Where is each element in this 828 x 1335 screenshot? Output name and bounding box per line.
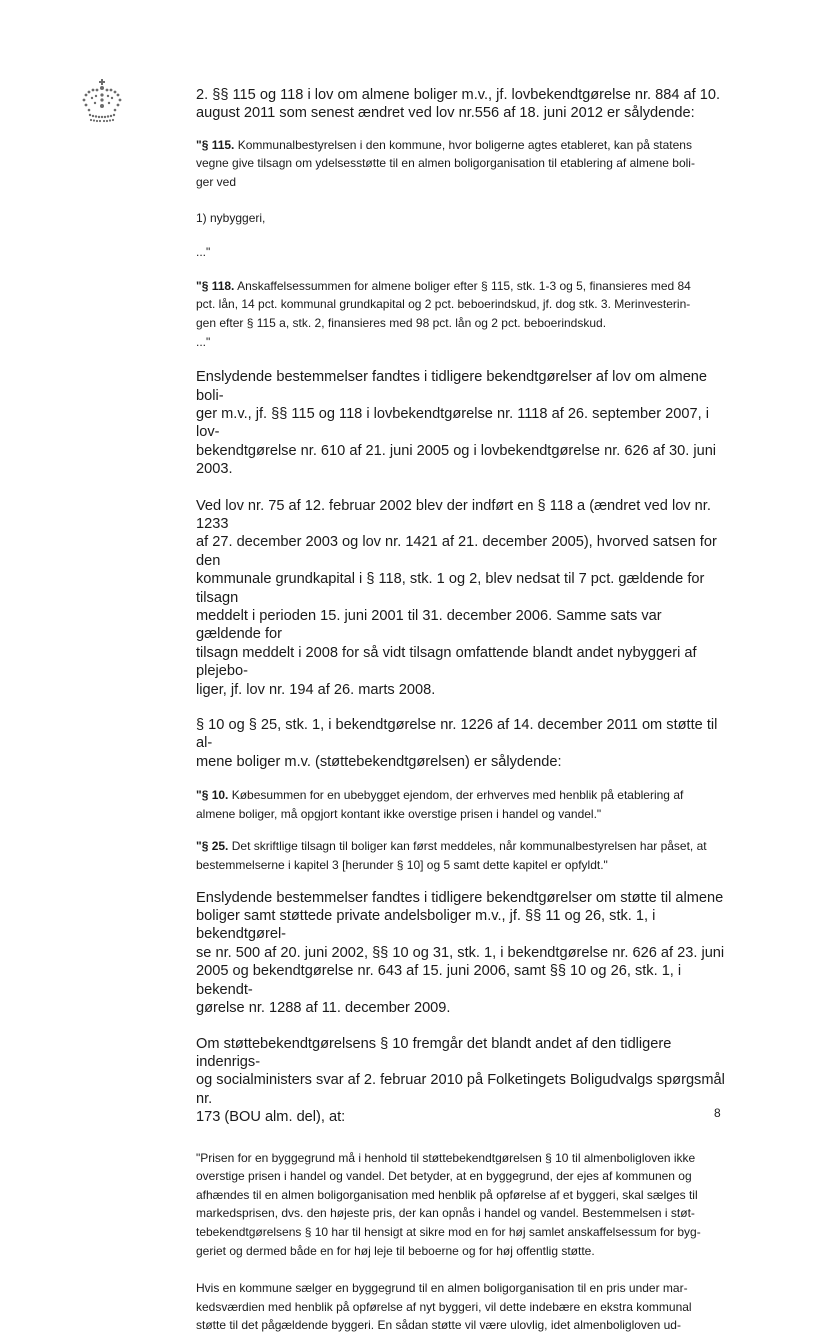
quote-list-item: 1) nybyggeri, (196, 210, 266, 225)
paragraph-law-reference: 2. §§ 115 og 118 i lov om almene boliger m.v., jf. lovbekendtgørelse nr. 884 af 10. august 2011 som senest ændret ved lov nr.556 af 18. juni 2012 er sålydende: (196, 87, 721, 122)
quote-municipal-sale: Hvis en kommune sælger en byggegrund til en almen boligorganisation til en pris under mar- kedsværdien med henblik på opførelse af nyt byggeri, vil dette indebære en ekstra kommunal støtte til det pågældende byggeri. En sådan støtte vil være ulovlig, idet almenboligloven ud- (196, 1281, 692, 1333)
quote-section-10: "§ 10. Købesummen for en ubebygget ejendom, der erhverves med henblik på etablering af almene boliger, må opgjort kontant ikke overstige prisen i handel og vandel." (196, 788, 684, 821)
paragraph-previous-orders: Enslydende bestemmelser fandtes i tidligere bekendtgørelser om støtte til almene boliger samt støttede private andelsboliger m.v., jf. §§ 11 og 26, stk. 1, i bekendtgørel- se nr. 500 af 20. juni 2002, §§ 10 og 31, stk. 1, i bekendtgørelse nr. 626 af 23. juni 2005 og bekendtgørelse nr. 643 af 15. juni 2006, samt §§ 10 og 26, stk. 1, i bekendt- gørelse nr. 1288 af 11. december 2009. (196, 889, 725, 1017)
quote-ellipsis: ..." (196, 245, 211, 260)
quote-section-115: "§ 115. Kommunalbestyrelsen i den kommune, hvor boligerne agtes etableret, kan på statens vegne give tilsagn om ydelsesstøtte til en almen boligorganisation til etablering af almene boli- ger ved (196, 137, 695, 189)
quote-section-118: "§ 118. Anskaffelsessummen for almene boliger efter § 115, stk. 1-3 og 5, finansieres med 84 pct. lån, 14 pct. kommunal grundkapital og 2 pct. beboerindskud, jf. dog stk. 3. Merinvesterin- gen efter § 115 a, stk. 2, finansieres med 98 pct. lån og 2 pct. beboerindskud. ..." (196, 278, 691, 349)
page-number: 8 (714, 1106, 721, 1120)
paragraph-support-order: § 10 og § 25, stk. 1, i bekendtgørelse nr. 1226 af 14. december 2011 om støtte til al- mene boliger m.v. (støttebekendtgørelsen) er sålydende: (196, 717, 718, 770)
paragraph-similar-provisions: Enslydende bestemmelser fandtes i tidligere bekendtgørelser af lov om almene boli- ger m.v., jf. §§ 115 og 118 i lovbekendtgørelse nr. 1118 af 26. september 2007, i lov- bekendtgørelse nr. 610 af 21. juni 2005 og i lovbekendtgørelse nr. 626 af 30. juni 2003. (196, 369, 717, 478)
document-body (196, 86, 726, 1335)
quote-section-25: "§ 25. Det skriftlige tilsagn til boliger kan først meddeles, når kommunalbestyrelsen har påset, at bestemmelserne i kapitel 3 [herunder § 10] og 5 samt dette kapitel er opfyldt." (196, 839, 707, 873)
paragraph-minister-answer: Om støttebekendtgørelsens § 10 fremgår det blandt andet af den tidligere indenrigs- og socialministers svar af 2. februar 2010 på Folketingets Boligudvalgs spørgsmål nr. 173 (BOU alm. del), at: (196, 1035, 725, 1126)
crown-icon (80, 78, 124, 124)
quote-building-plot-price: "Prisen for en byggegrund må i henhold til støttebekendtgørelsen § 10 til almenboligloven ikke overstige prisen i handel og vandel. Det betyder, at en byggegrund, der ejes af kommunen og afhændes til en almen boligorganisation med henblik på opførelse af et byggeri, skal sælges til markedsprisen, dvs. den højeste pris, der kan opnås i handel og vandel. Bestemmelsen i støt- tebekendtgørelsens § 10 har til hensigt at sikre mod en for høj samlet anskaffelsessum for byg- geriet og dermed både en for høj leje til beboerne og for høj offentlig støtte. (196, 1150, 701, 1258)
paragraph-law-75: Ved lov nr. 75 af 12. februar 2002 blev der indført en § 118 a (ændret ved lov nr. 1233 af 27. december 2003 og lov nr. 1421 af 21. december 2005), hvorved satsen for den kommunale grundkapital i § 118, stk. 1 og 2, blev nedsat til 7 pct. gældende for tilsagn meddelt i perioden 15. juni 2001 til 31. december 2006. Samme sats var gældende for tilsagn meddelt i 2008 for så vidt tilsagn omfattende blandt andet nybyggeri af plejebo- liger, jf. lov nr. 194 af 26. marts 2008. (196, 497, 717, 698)
